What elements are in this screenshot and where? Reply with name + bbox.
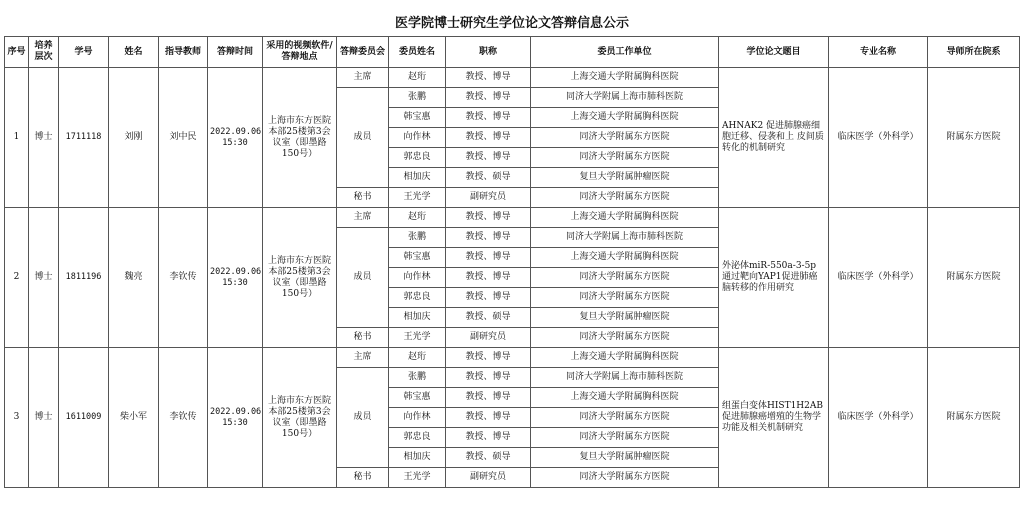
- member-name: 王光学: [389, 328, 446, 348]
- member-unit: 复旦大学附属肿瘤医院: [531, 448, 719, 468]
- member-title: 教授、博导: [446, 428, 531, 448]
- member-unit: 上海交通大学附属胸科医院: [531, 348, 719, 368]
- header-student-id: 学号: [59, 37, 109, 68]
- thesis-title: AHNAK2 促进肺腺癌细胞迁移、侵袭和上 皮间质转化的机制研究: [719, 68, 829, 208]
- student-advisor: 李钦传: [159, 208, 208, 348]
- thesis-title: 组蛋白变体HIST1H2AB促进肺腺癌增殖的生物学功能及相关机制研究: [719, 348, 829, 488]
- member-name: 郭忠良: [389, 428, 446, 448]
- role-secretary: 秘书: [337, 328, 389, 348]
- member-title: 教授、博导: [446, 128, 531, 148]
- member-title: 教授、博导: [446, 108, 531, 128]
- role-chair: 主席: [337, 208, 389, 228]
- member-title: 教授、硕导: [446, 308, 531, 328]
- header-venue: 采用的视频软件/答辩地点: [263, 37, 337, 68]
- defense-time: 2022.09.06 15:30: [208, 348, 263, 488]
- member-name: 韩宝惠: [389, 388, 446, 408]
- member-title: 教授、硕导: [446, 168, 531, 188]
- header-advisor: 指导教师: [159, 37, 208, 68]
- page-title: 医学院博士研究生学位论文答辩信息公示: [394, 16, 629, 31]
- header-major: 专业名称: [829, 37, 928, 68]
- member-unit: 复旦大学附属肿瘤医院: [531, 308, 719, 328]
- member-name: 韩宝惠: [389, 248, 446, 268]
- member-unit: 同济大学附属东方医院: [531, 328, 719, 348]
- table-body: [5, 68, 1020, 488]
- member-title: 教授、博导: [446, 388, 531, 408]
- student-index: 3: [5, 348, 29, 488]
- member-title: 教授、博导: [446, 88, 531, 108]
- defense-venue: 上海市东方医院本部25楼第3会议室（即墨路150号）: [263, 208, 337, 348]
- header-index: 序号: [5, 37, 29, 68]
- member-unit: 同济大学附属东方医院: [531, 148, 719, 168]
- role-members: 成员: [337, 368, 389, 468]
- header-member-unit: 委员工作单位: [531, 37, 719, 68]
- member-title: 副研究员: [446, 328, 531, 348]
- member-unit: 同济大学附属上海市肺科医院: [531, 88, 719, 108]
- member-name: 张鹏: [389, 368, 446, 388]
- member-title: 教授、博导: [446, 208, 531, 228]
- member-name: 向作林: [389, 268, 446, 288]
- member-title: 教授、博导: [446, 148, 531, 168]
- header-member-title: 职称: [446, 37, 531, 68]
- member-name: 郭忠良: [389, 148, 446, 168]
- role-members: 成员: [337, 228, 389, 328]
- student-id: 1811196: [59, 208, 109, 348]
- member-unit: 同济大学附属东方医院: [531, 268, 719, 288]
- member-title: 教授、博导: [446, 268, 531, 288]
- student-advisor: 刘中民: [159, 68, 208, 208]
- member-unit: 上海交通大学附属胸科医院: [531, 248, 719, 268]
- member-unit: 同济大学附属东方医院: [531, 128, 719, 148]
- member-name: 相加庆: [389, 308, 446, 328]
- student-name: 柴小军: [109, 348, 159, 488]
- advisor-dept: 附属东方医院: [928, 348, 1020, 488]
- student-id: 1611009: [59, 348, 109, 488]
- member-unit: 上海交通大学附属胸科医院: [531, 108, 719, 128]
- major-name: 临床医学（外科学）: [829, 348, 928, 488]
- defense-time: 2022.09.06 15:30: [208, 208, 263, 348]
- member-unit: 同济大学附属东方医院: [531, 408, 719, 428]
- defense-table: [4, 36, 1020, 488]
- student-id: 1711118: [59, 68, 109, 208]
- student-name: 刘刚: [109, 68, 159, 208]
- member-name: 相加庆: [389, 168, 446, 188]
- member-name: 赵珩: [389, 348, 446, 368]
- header-defense-time: 答辩时间: [208, 37, 263, 68]
- defense-time: 2022.09.06 15:30: [208, 68, 263, 208]
- member-name: 赵珩: [389, 68, 446, 88]
- member-unit: 同济大学附属东方医院: [531, 428, 719, 448]
- member-name: 向作林: [389, 128, 446, 148]
- member-title: 教授、博导: [446, 68, 531, 88]
- member-unit: 同济大学附属东方医院: [531, 288, 719, 308]
- member-name: 韩宝惠: [389, 108, 446, 128]
- member-unit: 上海交通大学附属胸科医院: [531, 388, 719, 408]
- member-unit: 同济大学附属东方医院: [531, 468, 719, 488]
- member-title: 副研究员: [446, 188, 531, 208]
- role-secretary: 秘书: [337, 468, 389, 488]
- defense-venue: 上海市东方医院本部25楼第3会议室（即墨路150号）: [263, 348, 337, 488]
- member-unit: 上海交通大学附属胸科医院: [531, 68, 719, 88]
- table-row: [5, 348, 1020, 368]
- member-unit: 同济大学附属上海市肺科医院: [531, 368, 719, 388]
- member-unit: 同济大学附属东方医院: [531, 188, 719, 208]
- member-title: 教授、硕导: [446, 448, 531, 468]
- member-name: 张鹏: [389, 88, 446, 108]
- member-name: 郭忠良: [389, 288, 446, 308]
- student-level: 博士: [29, 208, 59, 348]
- member-title: 教授、博导: [446, 288, 531, 308]
- member-unit: 复旦大学附属肿瘤医院: [531, 168, 719, 188]
- defense-venue: 上海市东方医院本部25楼第3会议室（即墨路150号）: [263, 68, 337, 208]
- member-title: 副研究员: [446, 468, 531, 488]
- header-committee-role: 答辩委员会: [337, 37, 389, 68]
- student-level: 博士: [29, 348, 59, 488]
- member-unit: 同济大学附属上海市肺科医院: [531, 228, 719, 248]
- member-title: 教授、博导: [446, 228, 531, 248]
- student-advisor: 李钦传: [159, 348, 208, 488]
- role-secretary: 秘书: [337, 188, 389, 208]
- member-name: 相加庆: [389, 448, 446, 468]
- header-thesis: 学位论文题目: [719, 37, 829, 68]
- student-name: 魏亮: [109, 208, 159, 348]
- advisor-dept: 附属东方医院: [928, 208, 1020, 348]
- thesis-title: 外泌体miR-550a-3-5p通过靶向YAP1促进肺癌脑转移的作用研究: [719, 208, 829, 348]
- advisor-dept: 附属东方医院: [928, 68, 1020, 208]
- student-index: 1: [5, 68, 29, 208]
- member-name: 向作林: [389, 408, 446, 428]
- member-name: 赵珩: [389, 208, 446, 228]
- major-name: 临床医学（外科学）: [829, 208, 928, 348]
- member-name: 张鹏: [389, 228, 446, 248]
- member-title: 教授、博导: [446, 408, 531, 428]
- table-row: [5, 68, 1020, 88]
- member-title: 教授、博导: [446, 348, 531, 368]
- member-title: 教授、博导: [446, 368, 531, 388]
- role-members: 成员: [337, 88, 389, 188]
- header-row: [5, 37, 1020, 68]
- header-dept: 导师所在院系: [928, 37, 1020, 68]
- role-chair: 主席: [337, 68, 389, 88]
- major-name: 临床医学（外科学）: [829, 68, 928, 208]
- header-member-name: 委员姓名: [389, 37, 446, 68]
- member-title: 教授、博导: [446, 248, 531, 268]
- student-index: 2: [5, 208, 29, 348]
- role-chair: 主席: [337, 348, 389, 368]
- table-row: [5, 208, 1020, 228]
- student-level: 博士: [29, 68, 59, 208]
- member-name: 王光学: [389, 468, 446, 488]
- member-name: 王光学: [389, 188, 446, 208]
- header-level: 培养层次: [29, 37, 59, 68]
- header-name: 姓名: [109, 37, 159, 68]
- member-unit: 上海交通大学附属胸科医院: [531, 208, 719, 228]
